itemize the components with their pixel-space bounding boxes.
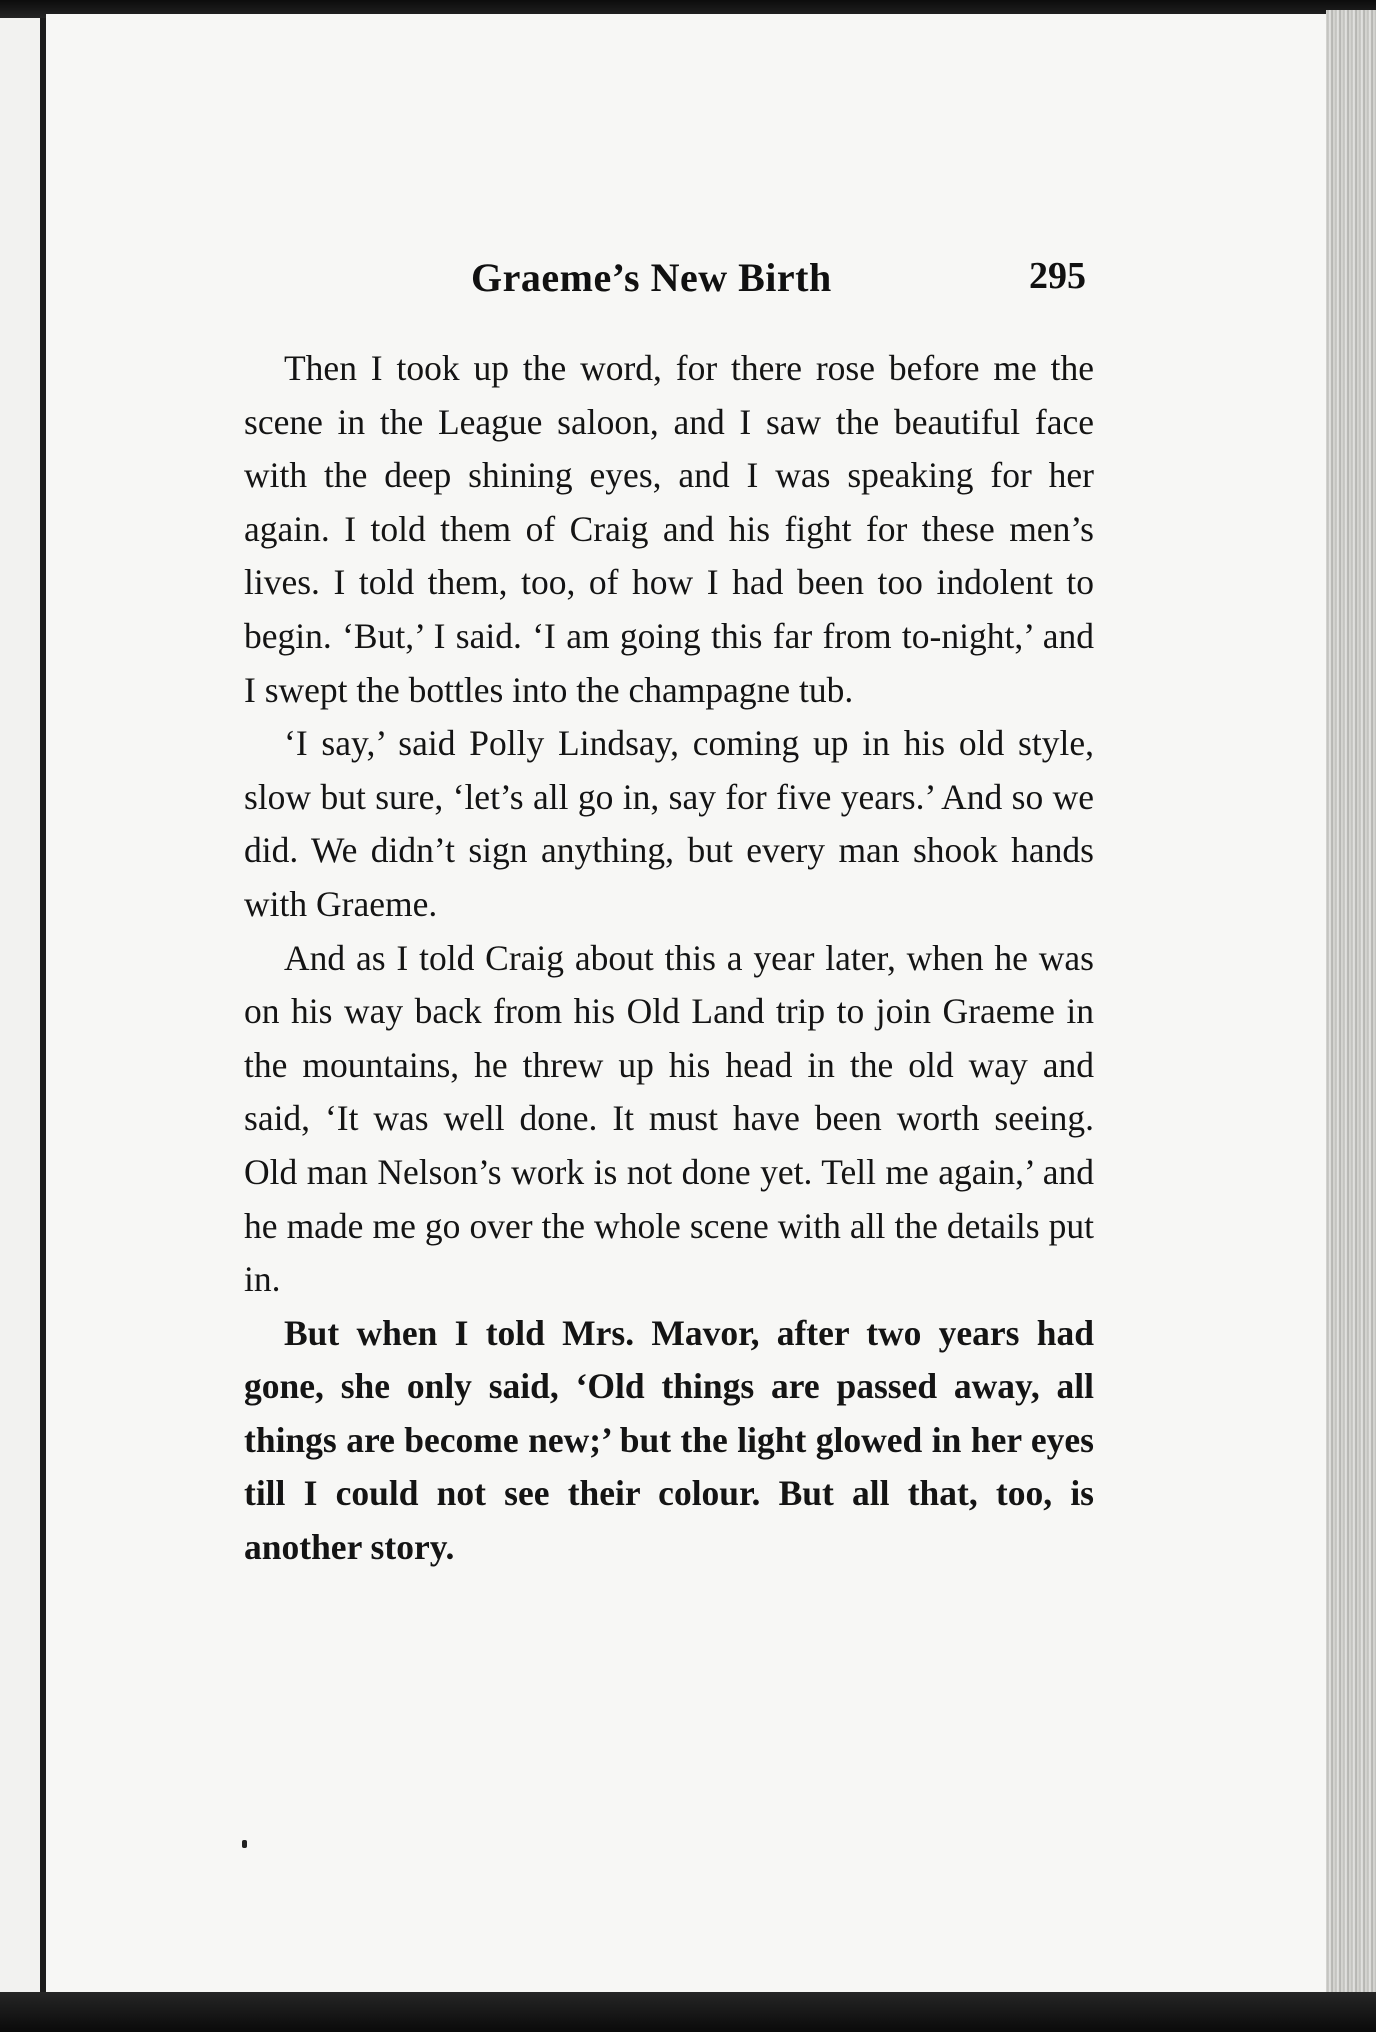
book-page xyxy=(46,14,1326,1994)
page-stack-edge xyxy=(1326,10,1376,2000)
facing-page-edge xyxy=(0,18,46,2000)
paragraph: ‘I say,’ said Polly Lindsay, coming up in his old style, slow but sure, ‘let’s all go in, say for five years.’ And so we did. We didn’t sign anything, but every man shook hands with Graeme. xyxy=(244,723,1094,924)
ink-speck xyxy=(242,1840,247,1848)
body-text xyxy=(244,342,1094,1575)
binding-bottom-edge xyxy=(0,1992,1376,2032)
paragraph: And as I told Craig about this a year later, when he was on his way back from his Old Land trip to join Graeme in the mountains, he threw up his head in the old way and said, ‘It was well done. It must have been worth seeing. Old man Nelson’s work is not done yet. Tell me again,’ and he made me go over the whole scene with all the details put in. xyxy=(244,937,1094,1300)
page-number: 295 xyxy=(1029,255,1086,297)
paragraph: But when I told Mrs. Mavor, after two years had gone, she only said, ‘Old things are passed away, all things are become new;’ but the light glowed in her eyes till I could not see their colour. But all that, too, is another story. xyxy=(244,1312,1094,1568)
paragraph: Then I took up the word, for there rose before me the scene in the League saloon, and I saw the beautiful face with the deep shining eyes, and I was speaking for her again. I told them of Craig and his fight for these men’s lives. I told them, too, of how I had been too indolent to begin. ‘But,’ I said. ‘I am going this far from to-night,’ and I swept the bottles into the champagne tub. xyxy=(244,348,1094,710)
running-title: Graeme’s New Birth xyxy=(471,255,832,300)
running-header xyxy=(46,254,1326,314)
